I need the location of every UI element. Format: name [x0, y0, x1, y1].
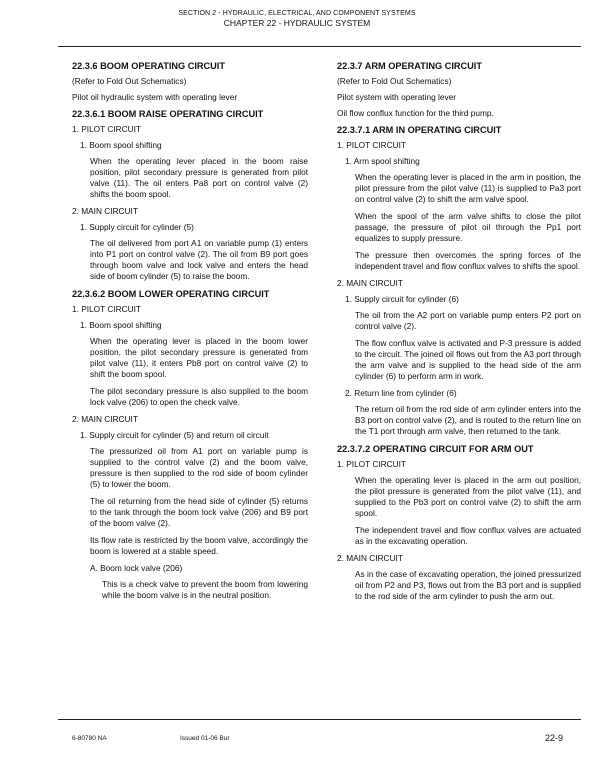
list-item: 2. MAIN CIRCUIT	[72, 414, 138, 424]
list-item: 2. MAIN CIRCUIT	[337, 278, 403, 288]
subsection-heading: 22.3.7.1 ARM IN OPERATING CIRCUIT	[337, 125, 502, 135]
list-item: 1. PILOT CIRCUIT	[72, 304, 142, 314]
list-item: 1. Supply circuit for cylinder (5) and return oil circuit	[80, 430, 269, 440]
subsection-heading: 22.3.7.2 OPERATING CIRCUIT FOR ARM OUT	[337, 444, 534, 454]
list-item: A. Boom lock valve (206)	[90, 563, 183, 573]
body-paragraph: The pressurized oil from A1 port on variable pump is supplied to the control valve (2) and the boom valve, pressure is then supplied to the rod side of boom cylinder (5) to lower the boom.	[90, 446, 308, 489]
body-paragraph: When the operating lever is placed in the boom lower position, the pilot secondary pressure is generated from pilot valve (11), it enters Pb8 port on control valve (2) to shift the boom spool.	[90, 336, 308, 379]
list-item: 1. PILOT CIRCUIT	[72, 124, 142, 134]
header-rule	[58, 46, 581, 47]
right-column	[337, 60, 581, 608]
body-paragraph: The oil from the A2 port on variable pump enters P2 port on control valve (2).	[355, 310, 581, 331]
page-number: 22-9	[545, 733, 564, 743]
reference-note: (Refer to Fold Out Schematics)	[337, 76, 452, 86]
list-item: 2. MAIN CIRCUIT	[337, 553, 403, 563]
page-header	[0, 9, 594, 28]
intro-text: Oil flow conflux function for the third pump.	[337, 108, 494, 118]
list-item: 1. Arm spool shifting	[345, 156, 420, 166]
left-column	[72, 60, 308, 607]
list-item: 1. Boom spool shifting	[80, 140, 162, 150]
reference-note: (Refer to Fold Out Schematics)	[72, 76, 187, 86]
body-paragraph: When the operating lever is placed in the arm in position, the pilot pressure from the pilot valve (11) is supplied to Pa3 port on control valve (2) to shift the arm valve spool.	[355, 172, 581, 204]
body-paragraph: This is a check valve to prevent the boom from lowering while the boom valve is in the neutral position.	[102, 579, 308, 600]
list-item: 1. Supply circuit for cylinder (5)	[80, 222, 194, 232]
subsection-heading: 22.3.6.1 BOOM RAISE OPERATING CIRCUIT	[72, 109, 264, 119]
body-paragraph: The flow conflux valve is activated and P-3 pressure is added to the circuit. The joined oil flows out from the A3 port through the arm valve and is supplied to the head side of the arm cylinder (6) to perform arm in work.	[355, 338, 581, 381]
intro-text: Pilot oil hydraulic system with operating lever	[72, 92, 238, 102]
list-item: 2. MAIN CIRCUIT	[72, 206, 138, 216]
footer-rule	[58, 719, 581, 720]
subsection-heading: 22.3.6.2 BOOM LOWER OPERATING CIRCUIT	[72, 289, 270, 299]
body-paragraph: The pressure then overcomes the spring forces of the independent travel and flow conflux valves to shifts the spool.	[355, 250, 581, 271]
section-heading: 22.3.7 ARM OPERATING CIRCUIT	[337, 61, 482, 71]
list-item: 1. Boom spool shifting	[80, 320, 162, 330]
body-paragraph: The pilot secondary pressure is also supplied to the boom lock valve (206) to open the check valve.	[90, 386, 308, 407]
body-paragraph: Its flow rate is restricted by the boom valve, accordingly the boom is lowered at a stable speed.	[90, 535, 308, 556]
body-paragraph: The return oil from the rod side of arm cylinder enters into the B3 port on control valve (2), and is routed to the return line on the T1 port through arm valve, then returned to the tank.	[355, 404, 581, 436]
intro-text: Pilot system with operating lever	[337, 92, 456, 102]
section-title: SECTION 2 - HYDRAULIC, ELECTRICAL, AND COMPONENT SYSTEMS	[178, 10, 416, 17]
body-paragraph: When the operating lever placed in the boom raise position, pilot secondary pressure is generated from pilot valve (11). The oil enters Pa8 port on control valve (2) shifts the boom spool.	[90, 156, 308, 199]
body-paragraph: The oil returning from the head side of cylinder (5) returns to the tank through the boom lock valve (206) and B9 port of the boom valve (2).	[90, 496, 308, 528]
list-item: 1. PILOT CIRCUIT	[337, 140, 407, 150]
list-item: 2. Return line from cylinder (6)	[345, 388, 457, 398]
list-item: 1. Supply circuit for cylinder (6)	[345, 294, 459, 304]
body-paragraph: The independent travel and flow conflux valves are actuated as in the excavating operation.	[355, 525, 581, 546]
list-item: 1. PILOT CIRCUIT	[337, 459, 407, 469]
section-heading: 22.3.6 BOOM OPERATING CIRCUIT	[72, 61, 225, 71]
body-paragraph: When the spool of the arm valve shifts to close the pilot passage, the pressure of pilot oil through the Pp1 port equalizes to supply pressure.	[355, 211, 581, 243]
body-paragraph: The oil delivered from port A1 on variable pump (1) enters into P1 port on control valve (2). The oil from B9 port goes through boom valve and lock valve and enters the head side of boom cylinder (5) to raise the boom.	[90, 238, 308, 281]
body-paragraph: As in the case of excavating operation, the joined pressurized oil from P2 and P3, flows out from the B3 port and is supplied to the rod side of the arm cylinder to push the arm out.	[355, 569, 581, 601]
issue-info: Issued 01-06 Bur	[180, 735, 230, 742]
body-paragraph: When the operating lever is placed in the arm out position, the pilot pressure is generated from the pilot valve (11), and supplied to the Pb3 port on control valve (2) to shift the arm spool.	[355, 475, 581, 518]
chapter-title: CHAPTER 22 - HYDRAULIC SYSTEM	[223, 18, 371, 28]
document-number: 6-80780 NA	[72, 735, 107, 742]
